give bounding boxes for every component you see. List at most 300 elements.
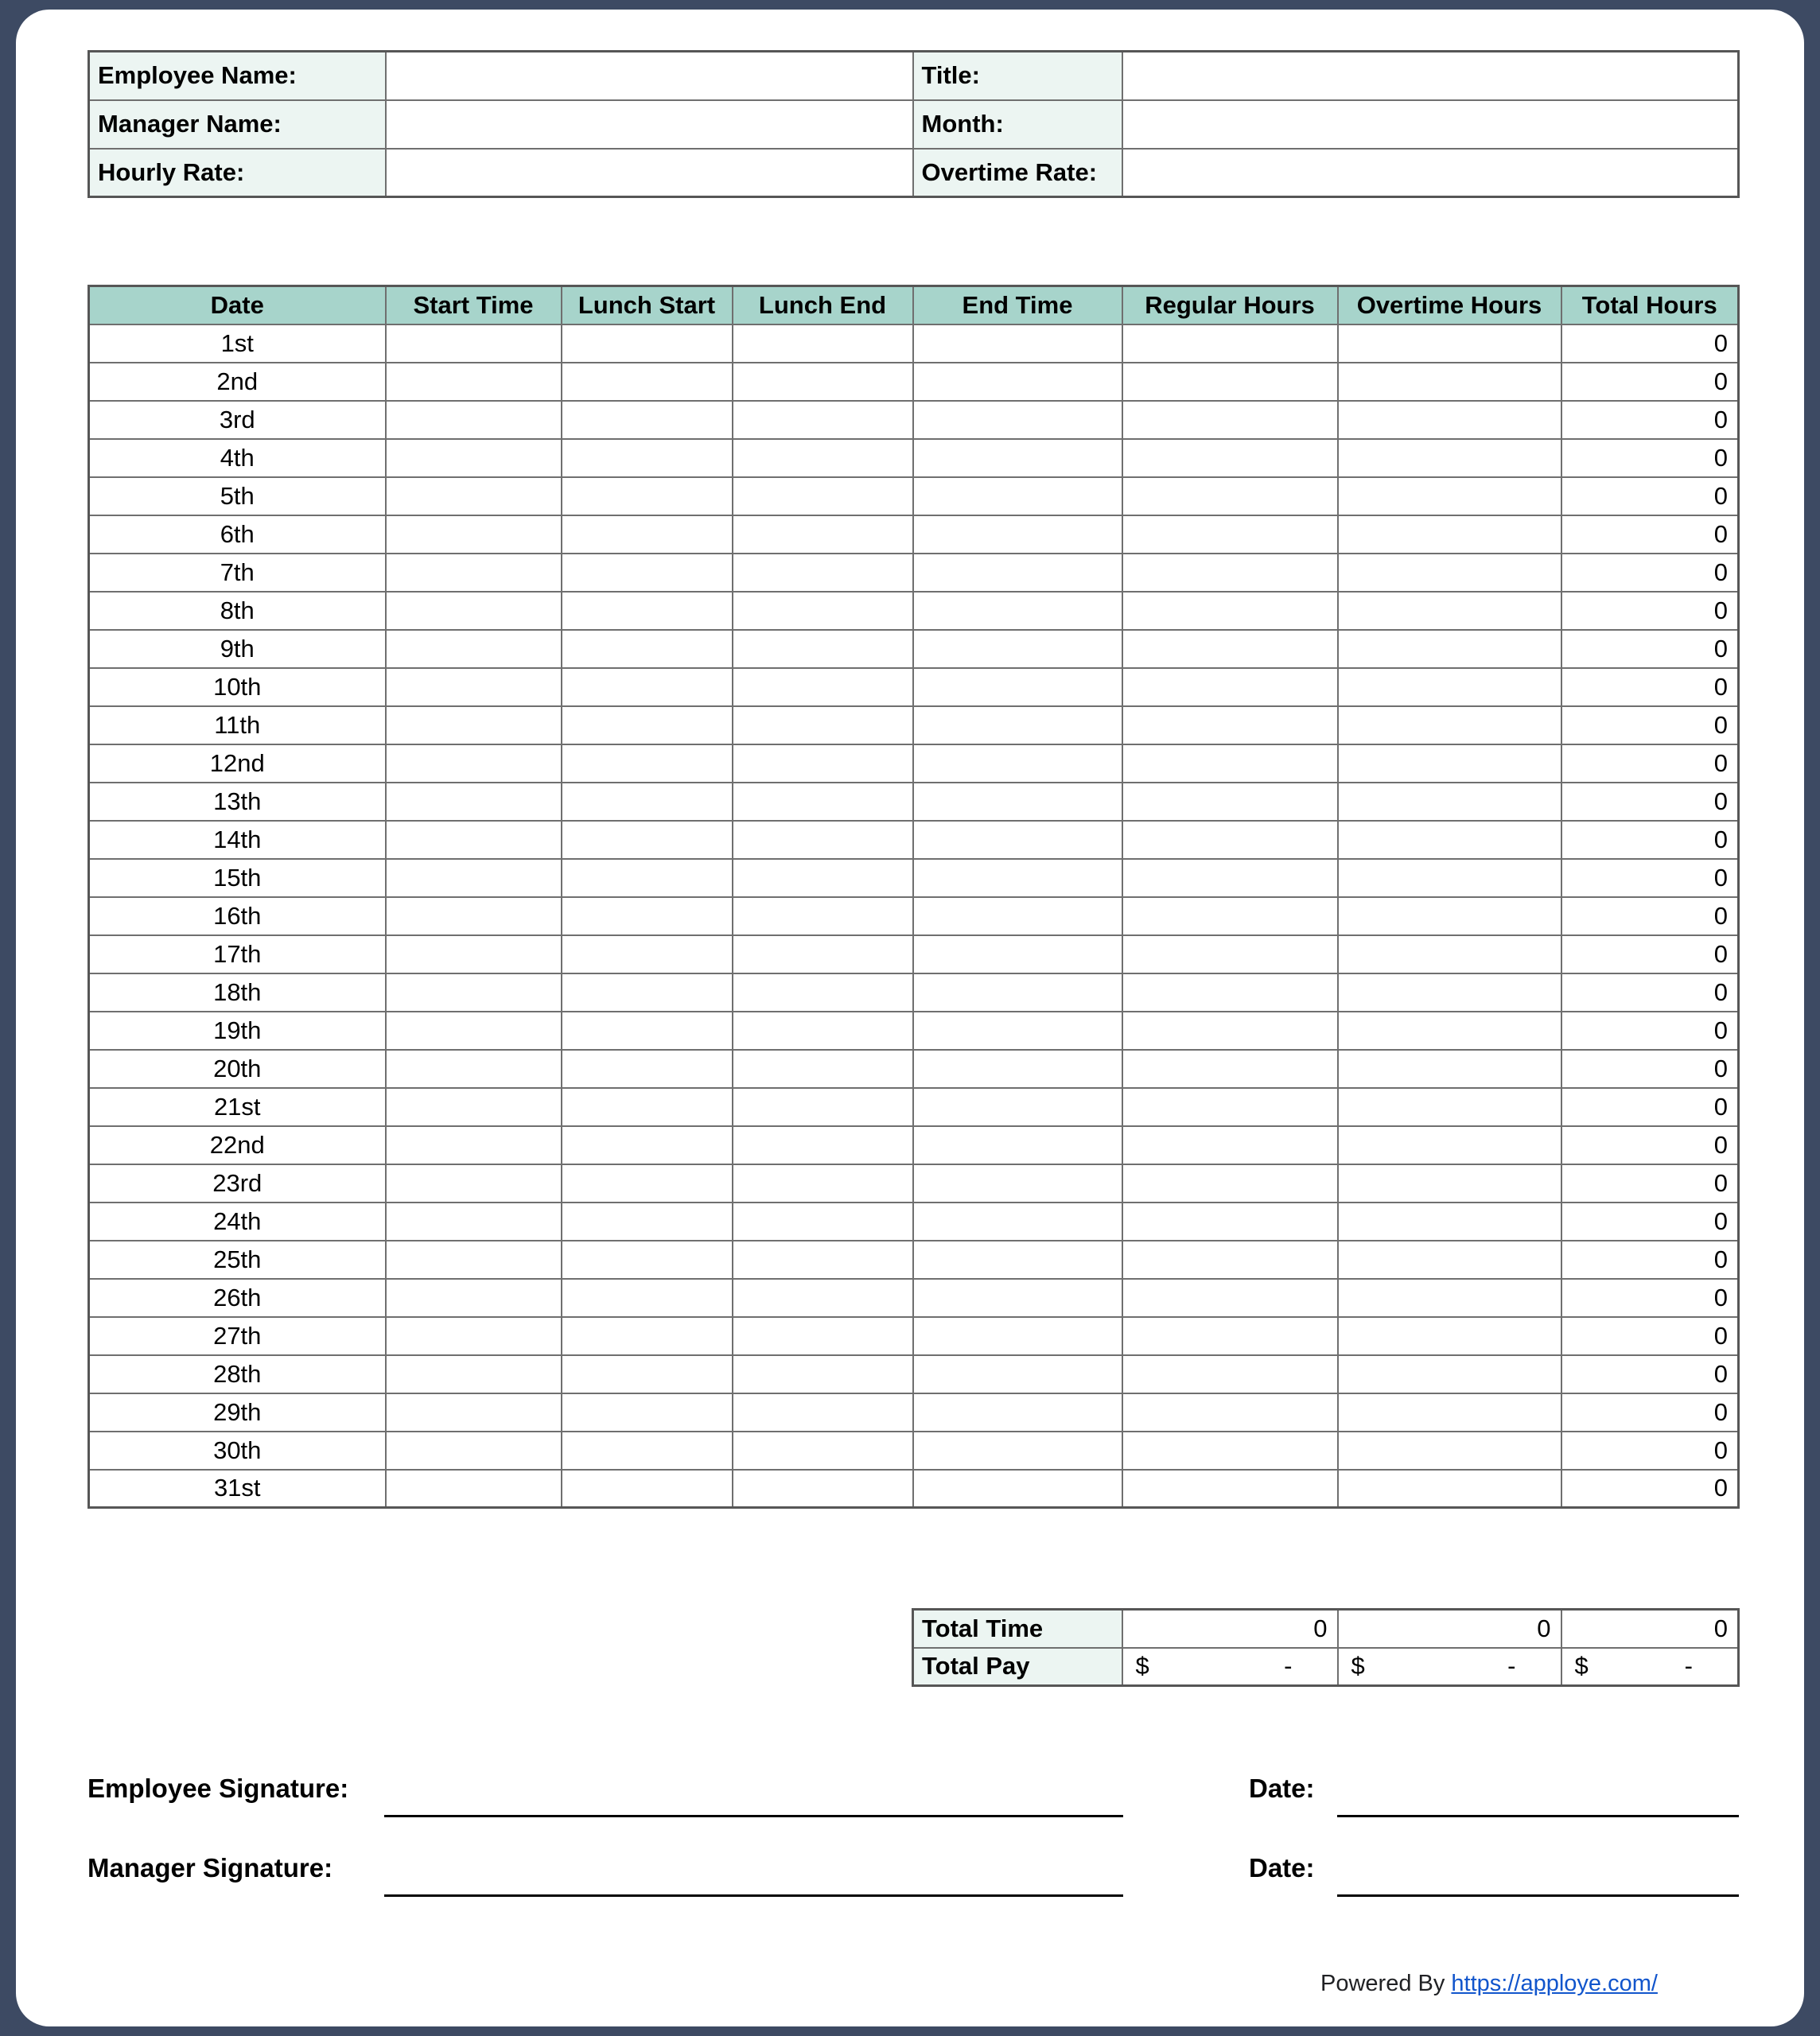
date-cell: 11th (89, 706, 386, 744)
date-cell: 28th (89, 1355, 386, 1393)
overtime-hours-cell[interactable] (1338, 859, 1561, 897)
date-cell: 22nd (89, 1126, 386, 1164)
total-hours-cell: 0 (1561, 630, 1739, 668)
regular-hours-cell[interactable] (1122, 324, 1338, 363)
end-time-cell[interactable] (913, 1393, 1122, 1432)
total-hours-cell: 0 (1561, 439, 1739, 477)
regular-hours-cell[interactable] (1122, 401, 1338, 439)
start-time-cell[interactable] (386, 897, 562, 935)
date-cell: 10th (89, 668, 386, 706)
table-row (89, 1012, 1739, 1050)
column-header-total-hours: Total Hours (1561, 286, 1739, 324)
end-time-cell[interactable] (913, 401, 1122, 439)
end-time-cell[interactable] (913, 1317, 1122, 1355)
table-row (89, 1470, 1739, 1508)
total-hours-cell: 0 (1561, 1317, 1739, 1355)
date-cell: 20th (89, 1050, 386, 1088)
end-time-cell[interactable] (913, 1470, 1122, 1508)
column-header-start-time: Start Time (386, 286, 562, 324)
start-time-cell[interactable] (386, 1203, 562, 1241)
regular-hours-cell[interactable] (1122, 439, 1338, 477)
table-row (89, 630, 1739, 668)
table-row (89, 554, 1739, 592)
total-pay-overtime-value: - (1507, 1652, 1516, 1680)
month-label: Month: (913, 100, 1122, 149)
date-cell: 14th (89, 821, 386, 859)
manager-signature-line[interactable] (384, 1894, 1123, 1897)
lunch-end-cell[interactable] (733, 477, 913, 515)
lunch-start-cell[interactable] (562, 935, 733, 973)
lunch-end-cell[interactable] (733, 821, 913, 859)
footer (1320, 1971, 1658, 1997)
date-cell: 30th (89, 1432, 386, 1470)
regular-hours-cell[interactable] (1122, 477, 1338, 515)
end-time-cell[interactable] (913, 935, 1122, 973)
total-hours-cell: 0 (1561, 324, 1739, 363)
start-time-cell[interactable] (386, 935, 562, 973)
regular-hours-cell[interactable] (1122, 1279, 1338, 1317)
end-time-cell[interactable] (913, 324, 1122, 363)
start-time-cell[interactable] (386, 554, 562, 592)
lunch-start-cell[interactable] (562, 439, 733, 477)
date-cell: 15th (89, 859, 386, 897)
lunch-start-cell[interactable] (562, 1012, 733, 1050)
lunch-end-cell[interactable] (733, 744, 913, 783)
start-time-cell[interactable] (386, 821, 562, 859)
overtime-hours-cell[interactable] (1338, 439, 1561, 477)
lunch-end-cell[interactable] (733, 1126, 913, 1164)
lunch-end-cell[interactable] (733, 935, 913, 973)
total-pay-regular (1122, 1648, 1338, 1686)
regular-hours-cell[interactable] (1122, 897, 1338, 935)
lunch-end-cell[interactable] (733, 859, 913, 897)
table-row (89, 477, 1739, 515)
lunch-start-cell[interactable] (562, 592, 733, 630)
start-time-cell[interactable] (386, 1050, 562, 1088)
regular-hours-cell[interactable] (1122, 744, 1338, 783)
end-time-cell[interactable] (913, 706, 1122, 744)
lunch-end-cell[interactable] (733, 1393, 913, 1432)
lunch-start-cell[interactable] (562, 859, 733, 897)
regular-hours-cell[interactable] (1122, 1470, 1338, 1508)
total-time-overtime: 0 (1338, 1610, 1561, 1648)
end-time-cell[interactable] (913, 1012, 1122, 1050)
start-time-cell[interactable] (386, 783, 562, 821)
start-time-cell[interactable] (386, 439, 562, 477)
end-time-cell[interactable] (913, 973, 1122, 1012)
table-row (89, 821, 1739, 859)
regular-hours-cell[interactable] (1122, 1164, 1338, 1203)
lunch-end-cell[interactable] (733, 439, 913, 477)
end-time-cell[interactable] (913, 668, 1122, 706)
date-cell: 31st (89, 1470, 386, 1508)
table-row (89, 1050, 1739, 1088)
apploye-link[interactable]: https://apploye.com/ (1451, 1971, 1658, 1996)
lunch-start-cell[interactable] (562, 1088, 733, 1126)
end-time-cell[interactable] (913, 554, 1122, 592)
overtime-hours-cell[interactable] (1338, 1241, 1561, 1279)
lunch-start-cell[interactable] (562, 1126, 733, 1164)
overtime-hours-cell[interactable] (1338, 1088, 1561, 1126)
employee-info-table (88, 50, 1740, 198)
total-hours-cell: 0 (1561, 783, 1739, 821)
currency-symbol: $ (1351, 1652, 1365, 1680)
overtime-hours-cell[interactable] (1338, 515, 1561, 554)
regular-hours-cell[interactable] (1122, 1241, 1338, 1279)
date-cell: 19th (89, 1012, 386, 1050)
start-time-cell[interactable] (386, 1355, 562, 1393)
start-time-cell[interactable] (386, 630, 562, 668)
month-field[interactable] (1122, 100, 1739, 149)
lunch-end-cell[interactable] (733, 592, 913, 630)
overtime-hours-cell[interactable] (1338, 1203, 1561, 1241)
employee-signature-line[interactable] (384, 1815, 1123, 1817)
employee-name-label: Employee Name: (89, 52, 386, 100)
lunch-start-cell[interactable] (562, 1317, 733, 1355)
lunch-start-cell[interactable] (562, 630, 733, 668)
total-hours-cell: 0 (1561, 477, 1739, 515)
lunch-end-cell[interactable] (733, 554, 913, 592)
overtime-hours-cell[interactable] (1338, 1393, 1561, 1432)
date-cell: 17th (89, 935, 386, 973)
table-row (89, 1088, 1739, 1126)
table-row (89, 439, 1739, 477)
employee-name-field[interactable] (386, 52, 913, 100)
end-time-cell[interactable] (913, 1279, 1122, 1317)
lunch-start-cell[interactable] (562, 1279, 733, 1317)
end-time-cell[interactable] (913, 1355, 1122, 1393)
start-time-cell[interactable] (386, 1393, 562, 1432)
table-row (89, 1317, 1739, 1355)
total-hours-cell: 0 (1561, 744, 1739, 783)
lunch-start-cell[interactable] (562, 401, 733, 439)
end-time-cell[interactable] (913, 630, 1122, 668)
total-hours-cell: 0 (1561, 401, 1739, 439)
overtime-hours-cell[interactable] (1338, 630, 1561, 668)
total-hours-cell: 0 (1561, 1126, 1739, 1164)
lunch-start-cell[interactable] (562, 973, 733, 1012)
total-hours-cell: 0 (1561, 1432, 1739, 1470)
total-hours-cell: 0 (1561, 1088, 1739, 1126)
end-time-cell[interactable] (913, 1203, 1122, 1241)
lunch-start-cell[interactable] (562, 554, 733, 592)
start-time-cell[interactable] (386, 1317, 562, 1355)
regular-hours-cell[interactable] (1122, 935, 1338, 973)
lunch-end-cell[interactable] (733, 706, 913, 744)
date-cell: 1st (89, 324, 386, 363)
lunch-end-cell[interactable] (733, 630, 913, 668)
lunch-end-cell[interactable] (733, 1088, 913, 1126)
start-time-cell[interactable] (386, 1279, 562, 1317)
regular-hours-cell[interactable] (1122, 1355, 1338, 1393)
manager-signature-label: Manager Signature: (88, 1853, 333, 1883)
total-hours-cell: 0 (1561, 363, 1739, 401)
start-time-cell[interactable] (386, 744, 562, 783)
table-row (89, 668, 1739, 706)
start-time-cell[interactable] (386, 324, 562, 363)
overtime-hours-cell[interactable] (1338, 821, 1561, 859)
start-time-cell[interactable] (386, 1012, 562, 1050)
date-cell: 13th (89, 783, 386, 821)
lunch-end-cell[interactable] (733, 324, 913, 363)
currency-symbol: $ (1135, 1652, 1149, 1680)
start-time-cell[interactable] (386, 515, 562, 554)
regular-hours-cell[interactable] (1122, 1317, 1338, 1355)
column-header-overtime-hours: Overtime Hours (1338, 286, 1561, 324)
lunch-start-cell[interactable] (562, 1203, 733, 1241)
lunch-start-cell[interactable] (562, 324, 733, 363)
start-time-cell[interactable] (386, 1470, 562, 1508)
date-cell: 8th (89, 592, 386, 630)
overtime-hours-cell[interactable] (1338, 1355, 1561, 1393)
overtime-hours-cell[interactable] (1338, 363, 1561, 401)
total-time-total: 0 (1561, 1610, 1739, 1648)
overtime-hours-cell[interactable] (1338, 1164, 1561, 1203)
total-time-regular: 0 (1122, 1610, 1338, 1648)
regular-hours-cell[interactable] (1122, 821, 1338, 859)
lunch-start-cell[interactable] (562, 897, 733, 935)
manager-date-line[interactable] (1337, 1894, 1739, 1897)
regular-hours-cell[interactable] (1122, 1393, 1338, 1432)
total-pay-overtime (1338, 1648, 1561, 1686)
total-hours-cell: 0 (1561, 515, 1739, 554)
overtime-hours-cell[interactable] (1338, 554, 1561, 592)
start-time-cell[interactable] (386, 592, 562, 630)
regular-hours-cell[interactable] (1122, 592, 1338, 630)
table-row (89, 1126, 1739, 1164)
table-row (89, 592, 1739, 630)
date-cell: 12nd (89, 744, 386, 783)
overtime-hours-cell[interactable] (1338, 1012, 1561, 1050)
start-time-cell[interactable] (386, 363, 562, 401)
end-time-cell[interactable] (913, 515, 1122, 554)
lunch-start-cell[interactable] (562, 1470, 733, 1508)
total-hours-cell: 0 (1561, 706, 1739, 744)
overtime-hours-cell[interactable] (1338, 668, 1561, 706)
total-hours-cell: 0 (1561, 1355, 1739, 1393)
lunch-end-cell[interactable] (733, 1241, 913, 1279)
overtime-hours-cell[interactable] (1338, 744, 1561, 783)
end-time-cell[interactable] (913, 1088, 1122, 1126)
regular-hours-cell[interactable] (1122, 1432, 1338, 1470)
lunch-start-cell[interactable] (562, 515, 733, 554)
regular-hours-cell[interactable] (1122, 515, 1338, 554)
hourly-rate-field[interactable] (386, 149, 913, 197)
lunch-end-cell[interactable] (733, 515, 913, 554)
regular-hours-cell[interactable] (1122, 706, 1338, 744)
overtime-hours-cell[interactable] (1338, 935, 1561, 973)
lunch-end-cell[interactable] (733, 1355, 913, 1393)
end-time-cell[interactable] (913, 1241, 1122, 1279)
lunch-end-cell[interactable] (733, 1012, 913, 1050)
lunch-start-cell[interactable] (562, 1355, 733, 1393)
total-hours-cell: 0 (1561, 1012, 1739, 1050)
table-row (89, 1164, 1739, 1203)
date-cell: 3rd (89, 401, 386, 439)
start-time-cell[interactable] (386, 706, 562, 744)
lunch-end-cell[interactable] (733, 1317, 913, 1355)
lunch-start-cell[interactable] (562, 706, 733, 744)
end-time-cell[interactable] (913, 821, 1122, 859)
date-cell: 16th (89, 897, 386, 935)
total-hours-cell: 0 (1561, 592, 1739, 630)
start-time-cell[interactable] (386, 1164, 562, 1203)
lunch-start-cell[interactable] (562, 1050, 733, 1088)
overtime-hours-cell[interactable] (1338, 401, 1561, 439)
lunch-end-cell[interactable] (733, 1432, 913, 1470)
regular-hours-cell[interactable] (1122, 1012, 1338, 1050)
regular-hours-cell[interactable] (1122, 783, 1338, 821)
lunch-start-cell[interactable] (562, 744, 733, 783)
lunch-end-cell[interactable] (733, 1050, 913, 1088)
overtime-hours-cell[interactable] (1338, 592, 1561, 630)
overtime-hours-cell[interactable] (1338, 1470, 1561, 1508)
timesheet-header-row (89, 286, 1739, 324)
start-time-cell[interactable] (386, 477, 562, 515)
regular-hours-cell[interactable] (1122, 363, 1338, 401)
total-hours-cell: 0 (1561, 897, 1739, 935)
table-row (89, 706, 1739, 744)
total-hours-cell: 0 (1561, 1470, 1739, 1508)
manager-date-label: Date: (1249, 1853, 1315, 1883)
start-time-cell[interactable] (386, 973, 562, 1012)
regular-hours-cell[interactable] (1122, 859, 1338, 897)
end-time-cell[interactable] (913, 363, 1122, 401)
regular-hours-cell[interactable] (1122, 668, 1338, 706)
title-field[interactable] (1122, 52, 1739, 100)
total-hours-cell: 0 (1561, 554, 1739, 592)
overtime-hours-cell[interactable] (1338, 706, 1561, 744)
start-time-cell[interactable] (386, 668, 562, 706)
info-row (89, 100, 1739, 149)
column-header-end-time: End Time (913, 286, 1122, 324)
end-time-cell[interactable] (913, 1164, 1122, 1203)
manager-name-label: Manager Name: (89, 100, 386, 149)
date-cell: 21st (89, 1088, 386, 1126)
lunch-end-cell[interactable] (733, 897, 913, 935)
start-time-cell[interactable] (386, 1126, 562, 1164)
lunch-start-cell[interactable] (562, 363, 733, 401)
info-row (89, 149, 1739, 197)
table-row (89, 1279, 1739, 1317)
total-time-row (913, 1610, 1739, 1648)
overtime-hours-cell[interactable] (1338, 1279, 1561, 1317)
employee-date-line[interactable] (1337, 1815, 1739, 1817)
total-hours-cell: 0 (1561, 668, 1739, 706)
column-header-lunch-start: Lunch Start (562, 286, 733, 324)
lunch-start-cell[interactable] (562, 668, 733, 706)
regular-hours-cell[interactable] (1122, 1088, 1338, 1126)
lunch-end-cell[interactable] (733, 668, 913, 706)
end-time-cell[interactable] (913, 439, 1122, 477)
column-header-regular-hours: Regular Hours (1122, 286, 1338, 324)
total-hours-cell: 0 (1561, 821, 1739, 859)
start-time-cell[interactable] (386, 1088, 562, 1126)
lunch-start-cell[interactable] (562, 1241, 733, 1279)
lunch-start-cell[interactable] (562, 1393, 733, 1432)
overtime-rate-label: Overtime Rate: (913, 149, 1122, 197)
manager-name-field[interactable] (386, 100, 913, 149)
date-cell: 6th (89, 515, 386, 554)
table-row (89, 897, 1739, 935)
lunch-end-cell[interactable] (733, 401, 913, 439)
lunch-end-cell[interactable] (733, 1279, 913, 1317)
regular-hours-cell[interactable] (1122, 554, 1338, 592)
end-time-cell[interactable] (913, 1050, 1122, 1088)
regular-hours-cell[interactable] (1122, 1203, 1338, 1241)
regular-hours-cell[interactable] (1122, 630, 1338, 668)
table-row (89, 1393, 1739, 1432)
lunch-end-cell[interactable] (733, 1470, 913, 1508)
lunch-end-cell[interactable] (733, 1203, 913, 1241)
end-time-cell[interactable] (913, 1126, 1122, 1164)
total-hours-cell: 0 (1561, 1241, 1739, 1279)
title-label: Title: (913, 52, 1122, 100)
date-cell: 7th (89, 554, 386, 592)
lunch-start-cell[interactable] (562, 1164, 733, 1203)
info-row (89, 52, 1739, 100)
end-time-cell[interactable] (913, 1432, 1122, 1470)
end-time-cell[interactable] (913, 592, 1122, 630)
lunch-end-cell[interactable] (733, 363, 913, 401)
regular-hours-cell[interactable] (1122, 1050, 1338, 1088)
end-time-cell[interactable] (913, 477, 1122, 515)
total-time-label: Total Time (913, 1610, 1122, 1648)
regular-hours-cell[interactable] (1122, 1126, 1338, 1164)
overtime-rate-field[interactable] (1122, 149, 1739, 197)
overtime-hours-cell[interactable] (1338, 897, 1561, 935)
end-time-cell[interactable] (913, 744, 1122, 783)
total-pay-regular-value: - (1284, 1652, 1293, 1680)
lunch-end-cell[interactable] (733, 973, 913, 1012)
overtime-hours-cell[interactable] (1338, 1050, 1561, 1088)
start-time-cell[interactable] (386, 1241, 562, 1279)
end-time-cell[interactable] (913, 897, 1122, 935)
date-cell: 26th (89, 1279, 386, 1317)
lunch-start-cell[interactable] (562, 821, 733, 859)
start-time-cell[interactable] (386, 859, 562, 897)
date-cell: 25th (89, 1241, 386, 1279)
table-row (89, 973, 1739, 1012)
lunch-end-cell[interactable] (733, 1164, 913, 1203)
regular-hours-cell[interactable] (1122, 973, 1338, 1012)
end-time-cell[interactable] (913, 783, 1122, 821)
end-time-cell[interactable] (913, 859, 1122, 897)
start-time-cell[interactable] (386, 1432, 562, 1470)
start-time-cell[interactable] (386, 401, 562, 439)
overtime-hours-cell[interactable] (1338, 324, 1561, 363)
overtime-hours-cell[interactable] (1338, 1126, 1561, 1164)
lunch-start-cell[interactable] (562, 1432, 733, 1470)
timesheet-table (88, 285, 1740, 1509)
overtime-hours-cell[interactable] (1338, 1317, 1561, 1355)
overtime-hours-cell[interactable] (1338, 1432, 1561, 1470)
table-row (89, 1355, 1739, 1393)
table-row (89, 744, 1739, 783)
column-header-lunch-end: Lunch End (733, 286, 913, 324)
total-pay-row (913, 1648, 1739, 1686)
lunch-end-cell[interactable] (733, 783, 913, 821)
total-hours-cell: 0 (1561, 859, 1739, 897)
overtime-hours-cell[interactable] (1338, 477, 1561, 515)
date-cell: 29th (89, 1393, 386, 1432)
overtime-hours-cell[interactable] (1338, 973, 1561, 1012)
lunch-start-cell[interactable] (562, 783, 733, 821)
timesheet-body (89, 324, 1739, 1508)
lunch-start-cell[interactable] (562, 477, 733, 515)
currency-symbol: $ (1574, 1652, 1589, 1680)
overtime-hours-cell[interactable] (1338, 783, 1561, 821)
